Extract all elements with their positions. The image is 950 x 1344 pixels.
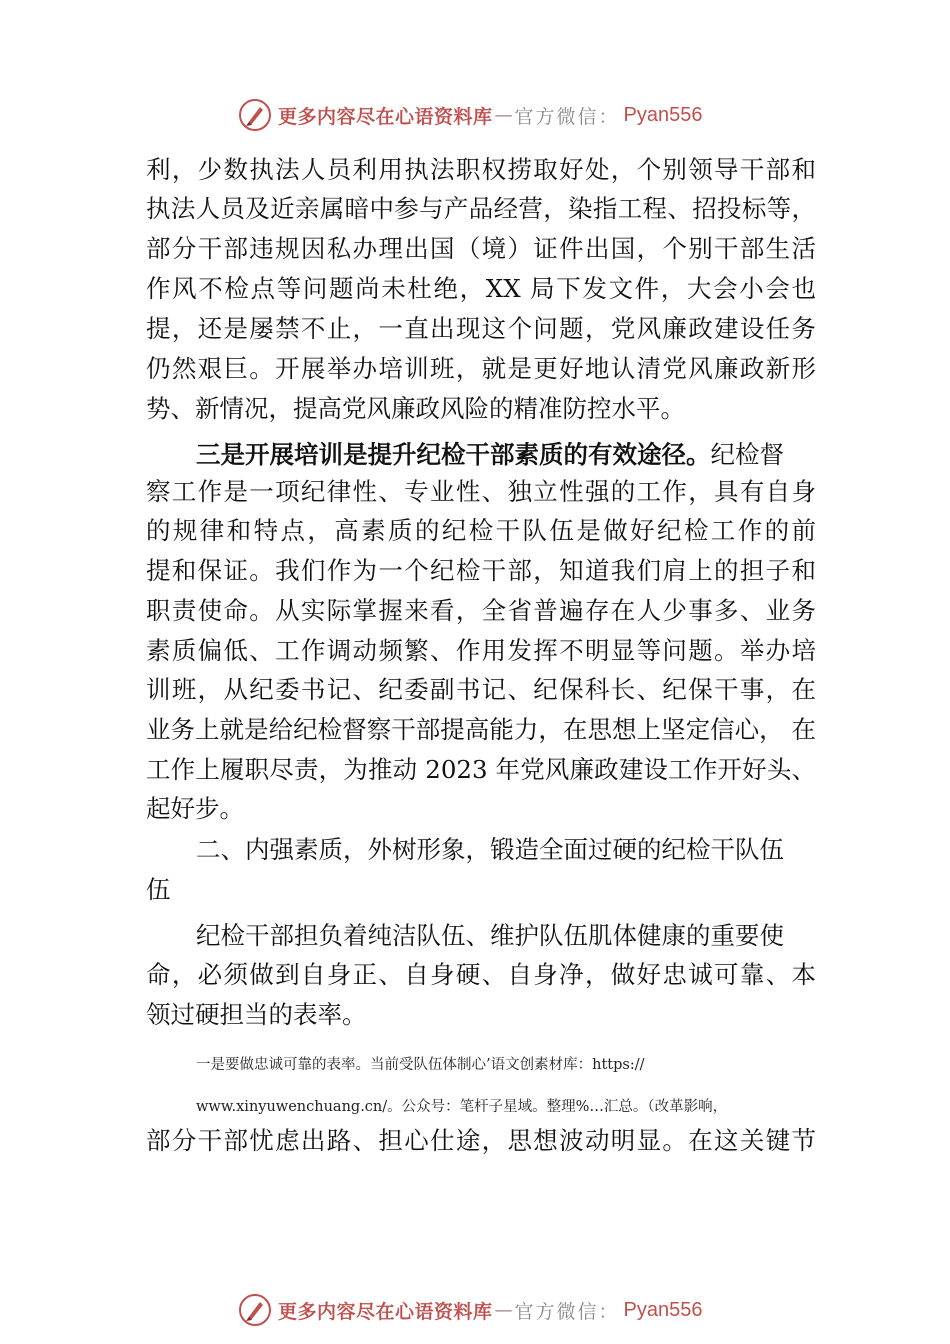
watermark-main-text: 更多内容尽在心语资料库 bbox=[278, 105, 493, 128]
section-heading: 二、内强素质，外树形象，锻造全面过硬的纪检干队伍 bbox=[196, 835, 784, 864]
body-line: 的规律和特点，高素质的纪检干队伍是做好纪检工作的前 bbox=[146, 516, 816, 545]
small-note-line: 一是要做忠诚可靠的表率。当前受队伍体制心’语文创素材库：https:// bbox=[196, 1057, 645, 1073]
body-line: 纪检干部担负着纯洁队伍、维护队伍肌体健康的重要使 bbox=[196, 921, 784, 950]
section-heading-wrap: 伍 bbox=[146, 875, 171, 904]
small-note-line: www.xinyuwenchuang.cn/。公众号：笔杆子星域。整理%…汇总。（改革影响， bbox=[196, 1099, 728, 1115]
body-line: 利，少数执法人员利用执法职权捞取好处，个别领导干部和 bbox=[146, 155, 816, 184]
paragraph-lead-line bbox=[196, 435, 816, 475]
body-line: 起好步。 bbox=[146, 794, 244, 823]
body-line: 工作上履职尽责，为推动 2023 年党风廉政建设工作开好头、 bbox=[146, 755, 816, 784]
watermark-wechat-id: Pyan556 bbox=[623, 103, 703, 126]
watermark-banner-top bbox=[238, 97, 758, 133]
watermark-sub-text: 官方微信： bbox=[514, 105, 620, 128]
body-line: 命，必须做到自身正、自身硬、自身净，做好忠诚可靠、本 bbox=[146, 960, 816, 989]
watermark-sub-text: 官方微信： bbox=[514, 1300, 620, 1323]
body-line: 业务上就是给纪检督察干部提高能力，在思想上坚定信心， 在 bbox=[146, 715, 816, 744]
body-line: 势、新情况，提高党风廉政风险的精准防控水平。 bbox=[146, 394, 685, 423]
pen-logo-icon bbox=[238, 1293, 272, 1327]
body-line: 部分干部违规因私办理出国（境）证件出国，个别干部生活 bbox=[146, 234, 816, 263]
body-line: 素质偏低、工作调动频繁、作用发挥不明显等问题。举办培 bbox=[146, 636, 816, 665]
watermark-main-text: 更多内容尽在心语资料库 bbox=[278, 1300, 493, 1323]
body-line: 提，还是屡禁不止，一直出现这个问题，党风廉政建设任务 bbox=[146, 314, 816, 343]
pen-logo-icon bbox=[238, 98, 272, 132]
bold-lead-sentence: 三是开展培训是提升纪检干部素质的有效途径。 bbox=[196, 440, 711, 469]
lead-line-rest: 纪检督 bbox=[710, 440, 784, 469]
body-line: 职责使命。从实际掌握来看，全省普遍存在人少事多、业务 bbox=[146, 596, 816, 625]
body-line: 训班，从纪委书记、纪委副书记、纪保科长、纪保干事，在 bbox=[146, 675, 816, 704]
body-line: 察工作是一项纪律性、专业性、独立性强的工作，具有自身 bbox=[146, 477, 816, 506]
watermark-separator: — bbox=[494, 1299, 513, 1321]
body-line: 部分干部忧虑出路、担心仕途，思想波动明显。在这关键节 bbox=[146, 1126, 816, 1155]
body-line: 作风不检点等问题尚未杜绝，XX 局下发文件，大会小会也 bbox=[146, 274, 816, 303]
watermark-banner-bottom bbox=[238, 1292, 758, 1328]
body-line: 执法人员及近亲属暗中参与产品经营，染指工程、招投标等， bbox=[146, 194, 816, 223]
body-line: 提和保证。我们作为一个纪检干部，知道我们肩上的担子和 bbox=[146, 556, 816, 585]
watermark-separator: — bbox=[494, 104, 513, 126]
body-line: 仍然艰巨。开展举办培训班，就是更好地认清党风廉政新形 bbox=[146, 354, 816, 383]
watermark-wechat-id: Pyan556 bbox=[623, 1298, 703, 1321]
body-line: 领过硬担当的表率。 bbox=[146, 1000, 367, 1029]
